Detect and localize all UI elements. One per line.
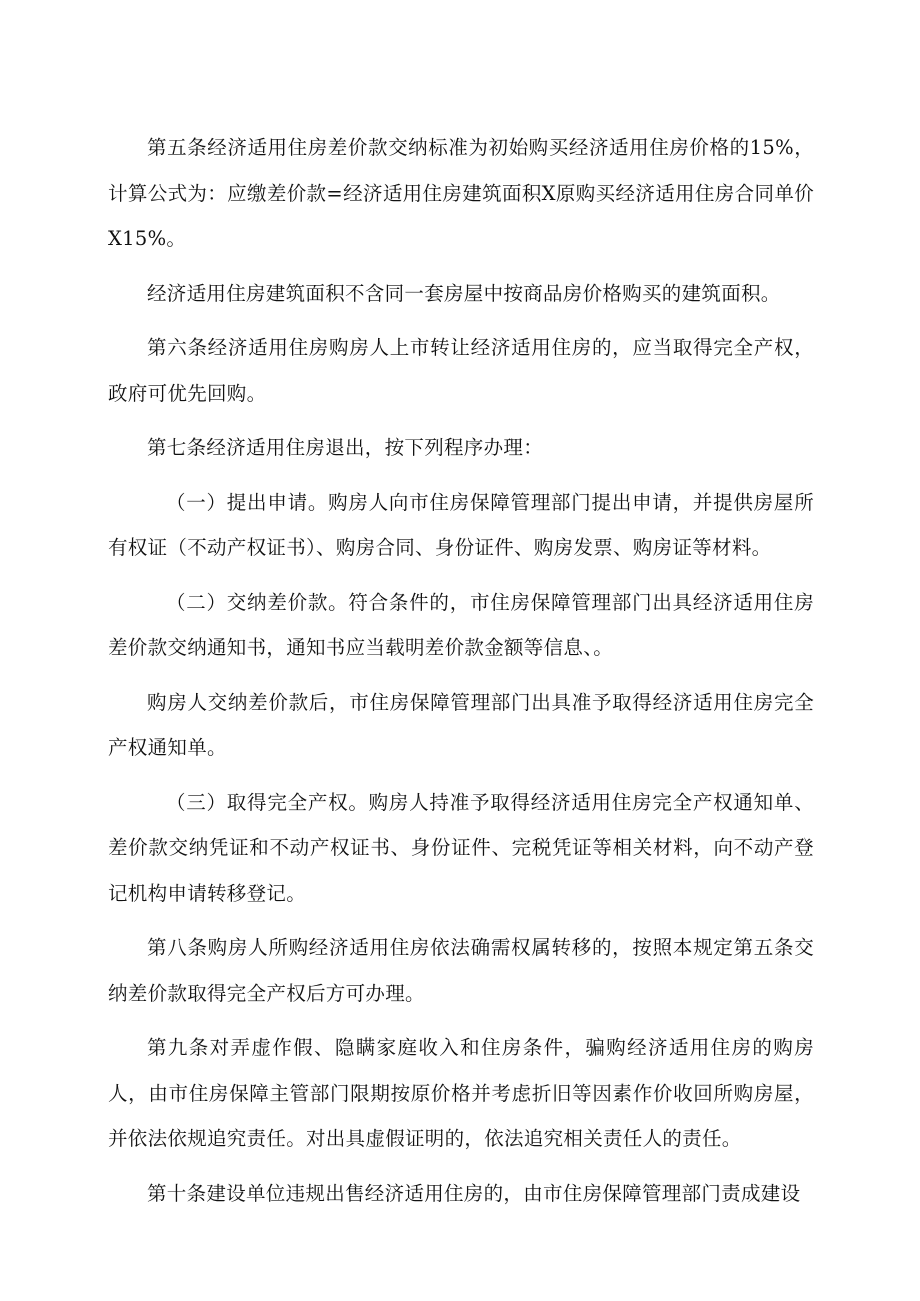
paragraph-article-6: 第六条经济适用住房购房人上市转让经济适用住房的，应当取得完全产权，政府可优先回购。	[108, 336, 814, 405]
paragraph-article-10: 第十条建设单位违规出售经济适用住房的，由市住房保障管理部门责成建设	[147, 1181, 801, 1205]
document-body	[108, 125, 814, 1225]
paragraph-article-5: 第五条经济适用住房差价款交纳标准为初始购买经济适用住房价格的15%，计算公式为：应缴差价款=经济适用住房建筑面积X原购买经济适用住房合同单价X15%。	[108, 136, 814, 250]
paragraph-article-7: 第七条经济适用住房退出，按下列程序办理：	[147, 436, 544, 459]
paragraph-step-1: （一）提出申请。购房人向市住房保障管理部门提出申请，并提供房屋所有权证（不动产权证书）、购房合同、身份证件、购房发票、购房证等材料。	[108, 490, 814, 559]
paragraph-floor-area-note: 经济适用住房建筑面积不含同一套房屋中按商品房价格购买的建筑面积。	[147, 281, 781, 305]
paragraph-step-3: （三）取得完全产权。购房人持准予取得经济适用住房完全产权通知单、差价款交纳凭证和不动产权证书、身份证件、完税凭证等相关材料，向不动产登记机构申请转移登记。	[108, 790, 814, 905]
paragraph-article-8: 第八条购房人所购经济适用住房依法确需权属转移的，按照本规定第五条交纳差价款取得完全产权后方可办理。	[108, 936, 814, 1005]
paragraph-step-2: （二）交纳差价款。符合条件的，市住房保障管理部门出具经济适用住房差价款交纳通知书，通知书应当载明差价款金额等信息、。	[108, 590, 814, 659]
paragraph-article-9: 第九条对弄虚作假、隐瞒家庭收入和住房条件，骗购经济适用住房的购房人，由市住房保障主管部门限期按原价格并考虑折旧等因素作价收回所购房屋，并依法依规追究责任。对出具虚假证明的，依法追究相关责任人的责任。	[108, 1036, 814, 1150]
paragraph-step-2-continued: 购房人交纳差价款后，市住房保障管理部门出具准予取得经济适用住房完全产权通知单。	[108, 690, 814, 759]
